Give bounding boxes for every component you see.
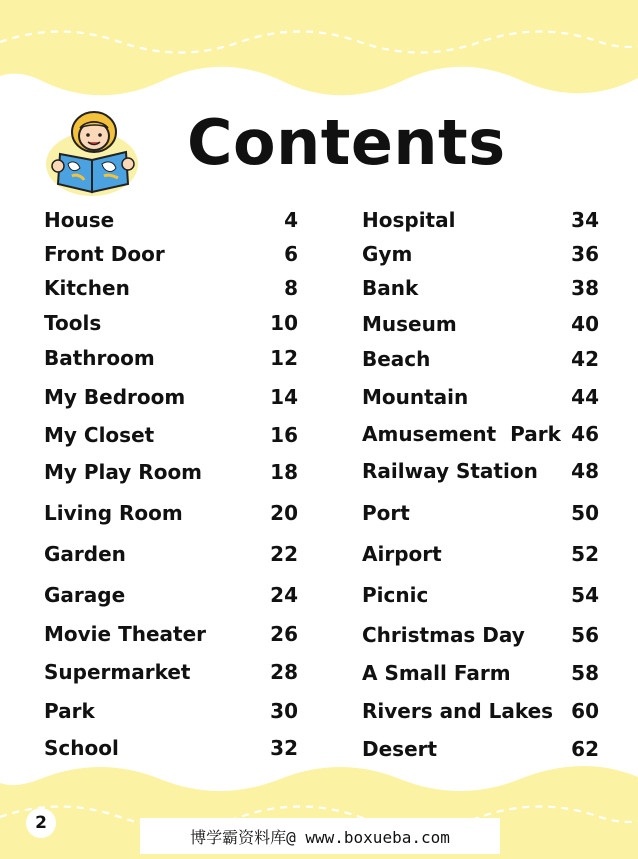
toc-entry-page: 58 bbox=[571, 661, 599, 685]
toc-entry-label: School bbox=[44, 736, 119, 760]
toc-entry-page: 40 bbox=[571, 312, 599, 336]
toc-entry-label: Bathroom bbox=[44, 346, 155, 370]
toc-entry bbox=[362, 659, 599, 687]
toc-entry-page: 10 bbox=[270, 311, 298, 335]
toc-entry-label: My Play Room bbox=[44, 460, 203, 484]
toc-entry-page: 46 bbox=[571, 422, 599, 446]
toc-entry bbox=[44, 274, 298, 302]
toc-entry-label: Museum bbox=[362, 312, 457, 336]
toc-entry-page: 12 bbox=[270, 346, 298, 370]
watermark-text: 博学霸资料库@ www.boxueba.com bbox=[140, 818, 500, 854]
toc-entry-label: Mountain bbox=[362, 385, 469, 409]
toc-entry bbox=[44, 581, 298, 609]
toc-entry bbox=[44, 206, 298, 234]
toc-entry-label: Picnic bbox=[362, 583, 429, 607]
toc-entry-page: 38 bbox=[571, 276, 599, 300]
toc-entry-label: Living Room bbox=[44, 501, 183, 525]
toc-entry-page: 18 bbox=[270, 460, 298, 484]
toc-entry-page: 20 bbox=[270, 501, 298, 525]
toc-entry-page: 26 bbox=[270, 622, 298, 646]
page-title: Contents bbox=[187, 106, 506, 179]
toc-entry-page: 52 bbox=[571, 542, 599, 566]
toc-entry-label: Airport bbox=[362, 542, 442, 566]
toc-entry-page: 44 bbox=[571, 385, 599, 409]
toc-entry bbox=[44, 383, 298, 411]
toc-entry-label: Railway Station bbox=[362, 459, 538, 483]
toc-entry bbox=[362, 697, 599, 725]
toc-entry bbox=[44, 540, 298, 568]
toc-entry bbox=[44, 658, 298, 686]
toc-entry bbox=[362, 383, 599, 411]
toc-entry-page: 48 bbox=[571, 459, 599, 483]
toc-entry-label: A Small Farm bbox=[362, 661, 511, 685]
toc-entry-page: 16 bbox=[270, 423, 298, 447]
toc-entry bbox=[362, 310, 599, 338]
toc-entry bbox=[362, 274, 599, 302]
toc-entry-label: Park bbox=[44, 699, 95, 723]
toc-entry-page: 4 bbox=[284, 208, 298, 232]
toc-entry-label: My Closet bbox=[44, 423, 155, 447]
toc-entry-label: Garage bbox=[44, 583, 126, 607]
toc-entry bbox=[44, 309, 298, 337]
toc-entry-page: 62 bbox=[571, 737, 599, 761]
toc-entry bbox=[362, 540, 599, 568]
toc-entry bbox=[362, 240, 599, 268]
top-wavy-band bbox=[0, 0, 638, 110]
toc-entry-label: Kitchen bbox=[44, 276, 130, 300]
toc-entry bbox=[362, 420, 599, 448]
toc-entry-page: 28 bbox=[270, 660, 298, 684]
toc-entry-page: 22 bbox=[270, 542, 298, 566]
toc-entry bbox=[362, 499, 599, 527]
toc-entry bbox=[44, 499, 298, 527]
toc-entry bbox=[44, 697, 298, 725]
toc-entry-label: My Bedroom bbox=[44, 385, 186, 409]
toc-entry-page: 8 bbox=[284, 276, 298, 300]
toc-entry-label: Hospital bbox=[362, 208, 456, 232]
toc-entry-label: Garden bbox=[44, 542, 126, 566]
toc-entry bbox=[362, 581, 599, 609]
toc-entry-label: Desert bbox=[362, 737, 438, 761]
toc-entry-label: Gym bbox=[362, 242, 413, 266]
toc-entry-label: Tools bbox=[44, 311, 102, 335]
toc-entry-page: 30 bbox=[270, 699, 298, 723]
toc-entry-label: Movie Theater bbox=[44, 622, 206, 646]
toc-entry bbox=[362, 621, 599, 649]
child-reading-book-icon bbox=[42, 104, 138, 200]
toc-entry bbox=[44, 344, 298, 372]
toc-entry-label: House bbox=[44, 208, 115, 232]
toc-entry bbox=[44, 421, 298, 449]
toc-entry bbox=[362, 206, 599, 234]
toc-entry-page: 34 bbox=[571, 208, 599, 232]
toc-entry bbox=[362, 345, 599, 373]
toc-entry-label: Front Door bbox=[44, 242, 165, 266]
toc-entry bbox=[44, 458, 298, 486]
toc-entry-label: Supermarket bbox=[44, 660, 191, 684]
toc-entry bbox=[362, 457, 599, 485]
toc-entry-label: Christmas Day bbox=[362, 623, 525, 647]
toc-entry-page: 56 bbox=[571, 623, 599, 647]
toc-entry-page: 6 bbox=[284, 242, 298, 266]
toc-entry bbox=[44, 240, 298, 268]
toc-entry-page: 60 bbox=[571, 699, 599, 723]
toc-entry-label: Rivers and Lakes bbox=[362, 699, 554, 723]
toc-entry bbox=[44, 734, 298, 762]
toc-entry-page: 50 bbox=[571, 501, 599, 525]
toc-entry-page: 24 bbox=[270, 583, 298, 607]
toc-entry-page: 32 bbox=[270, 736, 298, 760]
toc-entry bbox=[44, 620, 298, 648]
toc-entry-page: 54 bbox=[571, 583, 599, 607]
toc-entry-label: Bank bbox=[362, 276, 419, 300]
toc-entry-label: Amusement Park bbox=[362, 422, 561, 446]
toc-entry-page: 14 bbox=[270, 385, 298, 409]
toc-entry-label: Beach bbox=[362, 347, 431, 371]
page-number: 2 bbox=[26, 808, 56, 838]
toc-entry bbox=[362, 735, 599, 763]
toc-entry-label: Port bbox=[362, 501, 410, 525]
toc-entry-page: 42 bbox=[571, 347, 599, 371]
toc-entry-page: 36 bbox=[571, 242, 599, 266]
